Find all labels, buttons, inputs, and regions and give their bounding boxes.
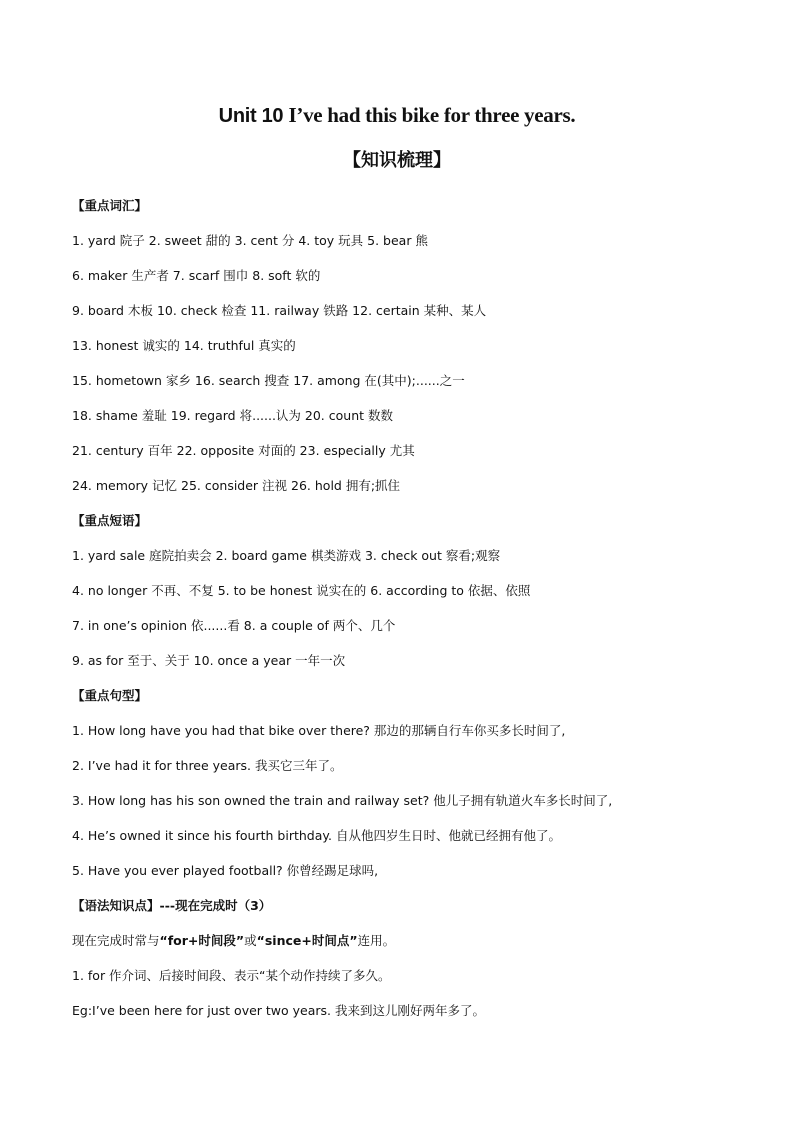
phrase-line: 7. in one’s opinion 依......看 8. a couple of 两个、几个 [72,618,396,633]
vocab-line: 9. board 木板 10. check 检查 11. railway 铁路 12. certain 某种、某人 [72,303,487,318]
vocab-heading: 【重点词汇】 [72,198,148,213]
grammar-intro-since: “since+时间点” [256,933,358,948]
grammar-point: 1. for 作介词、后接时间段、表示“某个动作持续了多久。 [72,968,391,983]
phrase-line: 4. no longer 不再、不复 5. to be honest 说实在的 6. according to 依据、依照 [72,583,531,598]
sentence-line: 3. How long has his son owned the train and railway set? 他儿子拥有轨道火车多长时间了, [72,793,613,808]
title-text: I’ve had this bike for three years. [288,103,576,127]
vocab-line: 1. yard 院子 2. sweet 甜的 3. cent 分 4. toy 玩具 5. bear 熊 [72,233,428,248]
grammar-intro-or: 或 [244,933,257,948]
vocab-line: 21. century 百年 22. opposite 对面的 23. especially 尤其 [72,443,415,458]
phrase-line: 9. as for 至于、关于 10. once a year 一年一次 [72,653,346,668]
grammar-heading: 【语法知识点】---现在完成时（3） [72,898,272,913]
grammar-example: Eg:I’ve been here for just over two years. 我来到这儿刚好两年多了。 [72,1003,486,1018]
grammar-intro [72,932,395,950]
phrases-heading: 【重点短语】 [72,513,148,528]
sentence-line: 4. He’s owned it since his fourth birthday. 自从他四岁生日时、他就已经拥有他了。 [72,828,561,843]
grammar-intro-for: “for+时间段” [159,933,245,948]
phrase-line: 1. yard sale 庭院拍卖会 2. board game 棋类游戏 3. check out 察看;观察 [72,548,501,563]
page-subtitle: 【知识梳理】 [343,150,451,171]
page-title [0,103,794,128]
vocab-line: 13. honest 诚实的 14. truthful 真实的 [72,338,296,353]
sentence-line: 1. How long have you had that bike over there? 那边的那辆自行车你买多长时间了, [72,723,566,738]
title-unit: Unit 10 [218,105,284,127]
grammar-intro-end: 连用。 [357,933,396,948]
vocab-line: 24. memory 记忆 25. consider 注视 26. hold 拥有;抓住 [72,478,401,493]
sentences-heading: 【重点句型】 [72,688,148,703]
vocab-line: 6. maker 生产者 7. scarf 围巾 8. soft 软的 [72,268,321,283]
vocab-line: 15. hometown 家乡 16. search 搜查 17. among 在(其中);......之一 [72,373,465,388]
sentence-line: 5. Have you ever played football? 你曾经踢足球吗, [72,863,379,878]
vocab-line: 18. shame 羞耻 19. regard 将......认为 20. count 数数 [72,408,393,423]
grammar-intro-text: 现在完成时常与 [72,933,160,948]
sentence-line: 2. I’ve had it for three years. 我买它三年了。 [72,758,343,773]
